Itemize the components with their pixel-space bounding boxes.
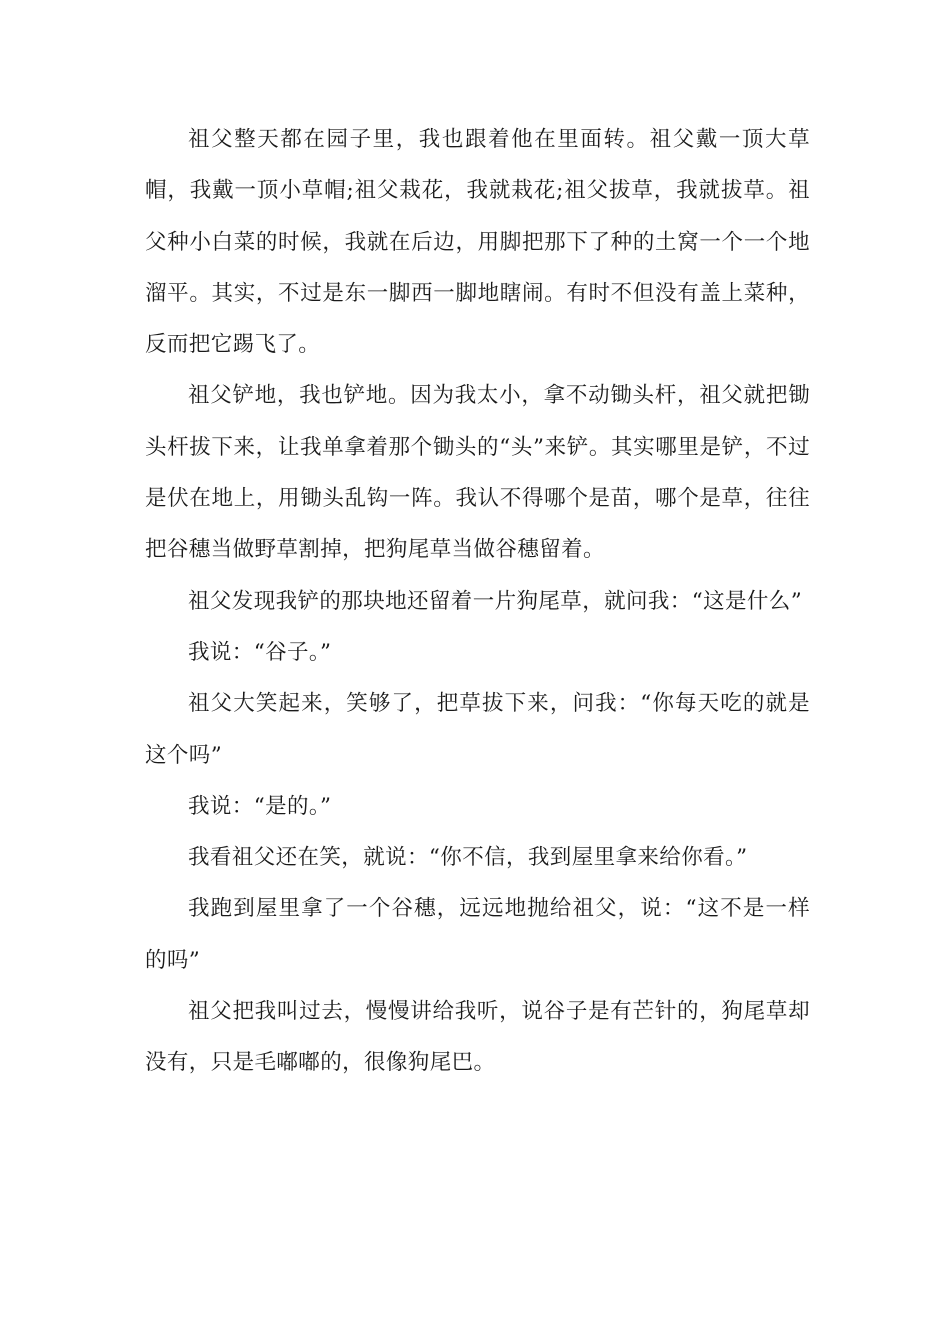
paragraph: 我说：“谷子。” — [188, 639, 332, 665]
paragraph: 祖父铲地，我也铲地。因为我太小，拿不动锄头杆，祖父就把锄头杆拔下来，让我单拿着那个锄头的“头”来铲。其实哪里是铲，不过是伏在地上，用锄头乱钩一阵。我认不得哪个是苗，哪个是草，往往把谷穗当做野草割掉，把狗尾草当做谷穗留着。 — [145, 383, 810, 563]
paragraph: 祖父大笑起来，笑够了，把草拔下来，问我：“你每天吃的就是这个吗” — [145, 691, 810, 768]
paragraph: 祖父发现我铲的那块地还留着一片狗尾草，就问我：“这是什么” — [188, 588, 803, 614]
document-body — [145, 114, 810, 1089]
paragraph: 我跑到屋里拿了一个谷穗，远远地抛给祖父，说：“这不是一样的吗” — [145, 896, 810, 973]
paragraph: 我看祖父还在笑，就说：“你不信，我到屋里拿来给你看。” — [188, 845, 748, 871]
paragraph: 祖父把我叫过去，慢慢讲给我听，说谷子是有芒针的，狗尾草却没有，只是毛嘟嘟的，很像狗尾巴。 — [145, 999, 810, 1076]
paragraph: 祖父整天都在园子里，我也跟着他在里面转。祖父戴一顶大草帽，我戴一顶小草帽;祖父栽花，我就栽花;祖父拔草，我就拔草。祖父种小白菜的时候，我就在后边，用脚把那下了种的土窝一个一个地溜平。其实，不过是东一脚西一脚地瞎闹。有时不但没有盖上菜种，反而把它踢飞了。 — [145, 127, 810, 358]
paragraph: 我说：“是的。” — [188, 793, 332, 819]
